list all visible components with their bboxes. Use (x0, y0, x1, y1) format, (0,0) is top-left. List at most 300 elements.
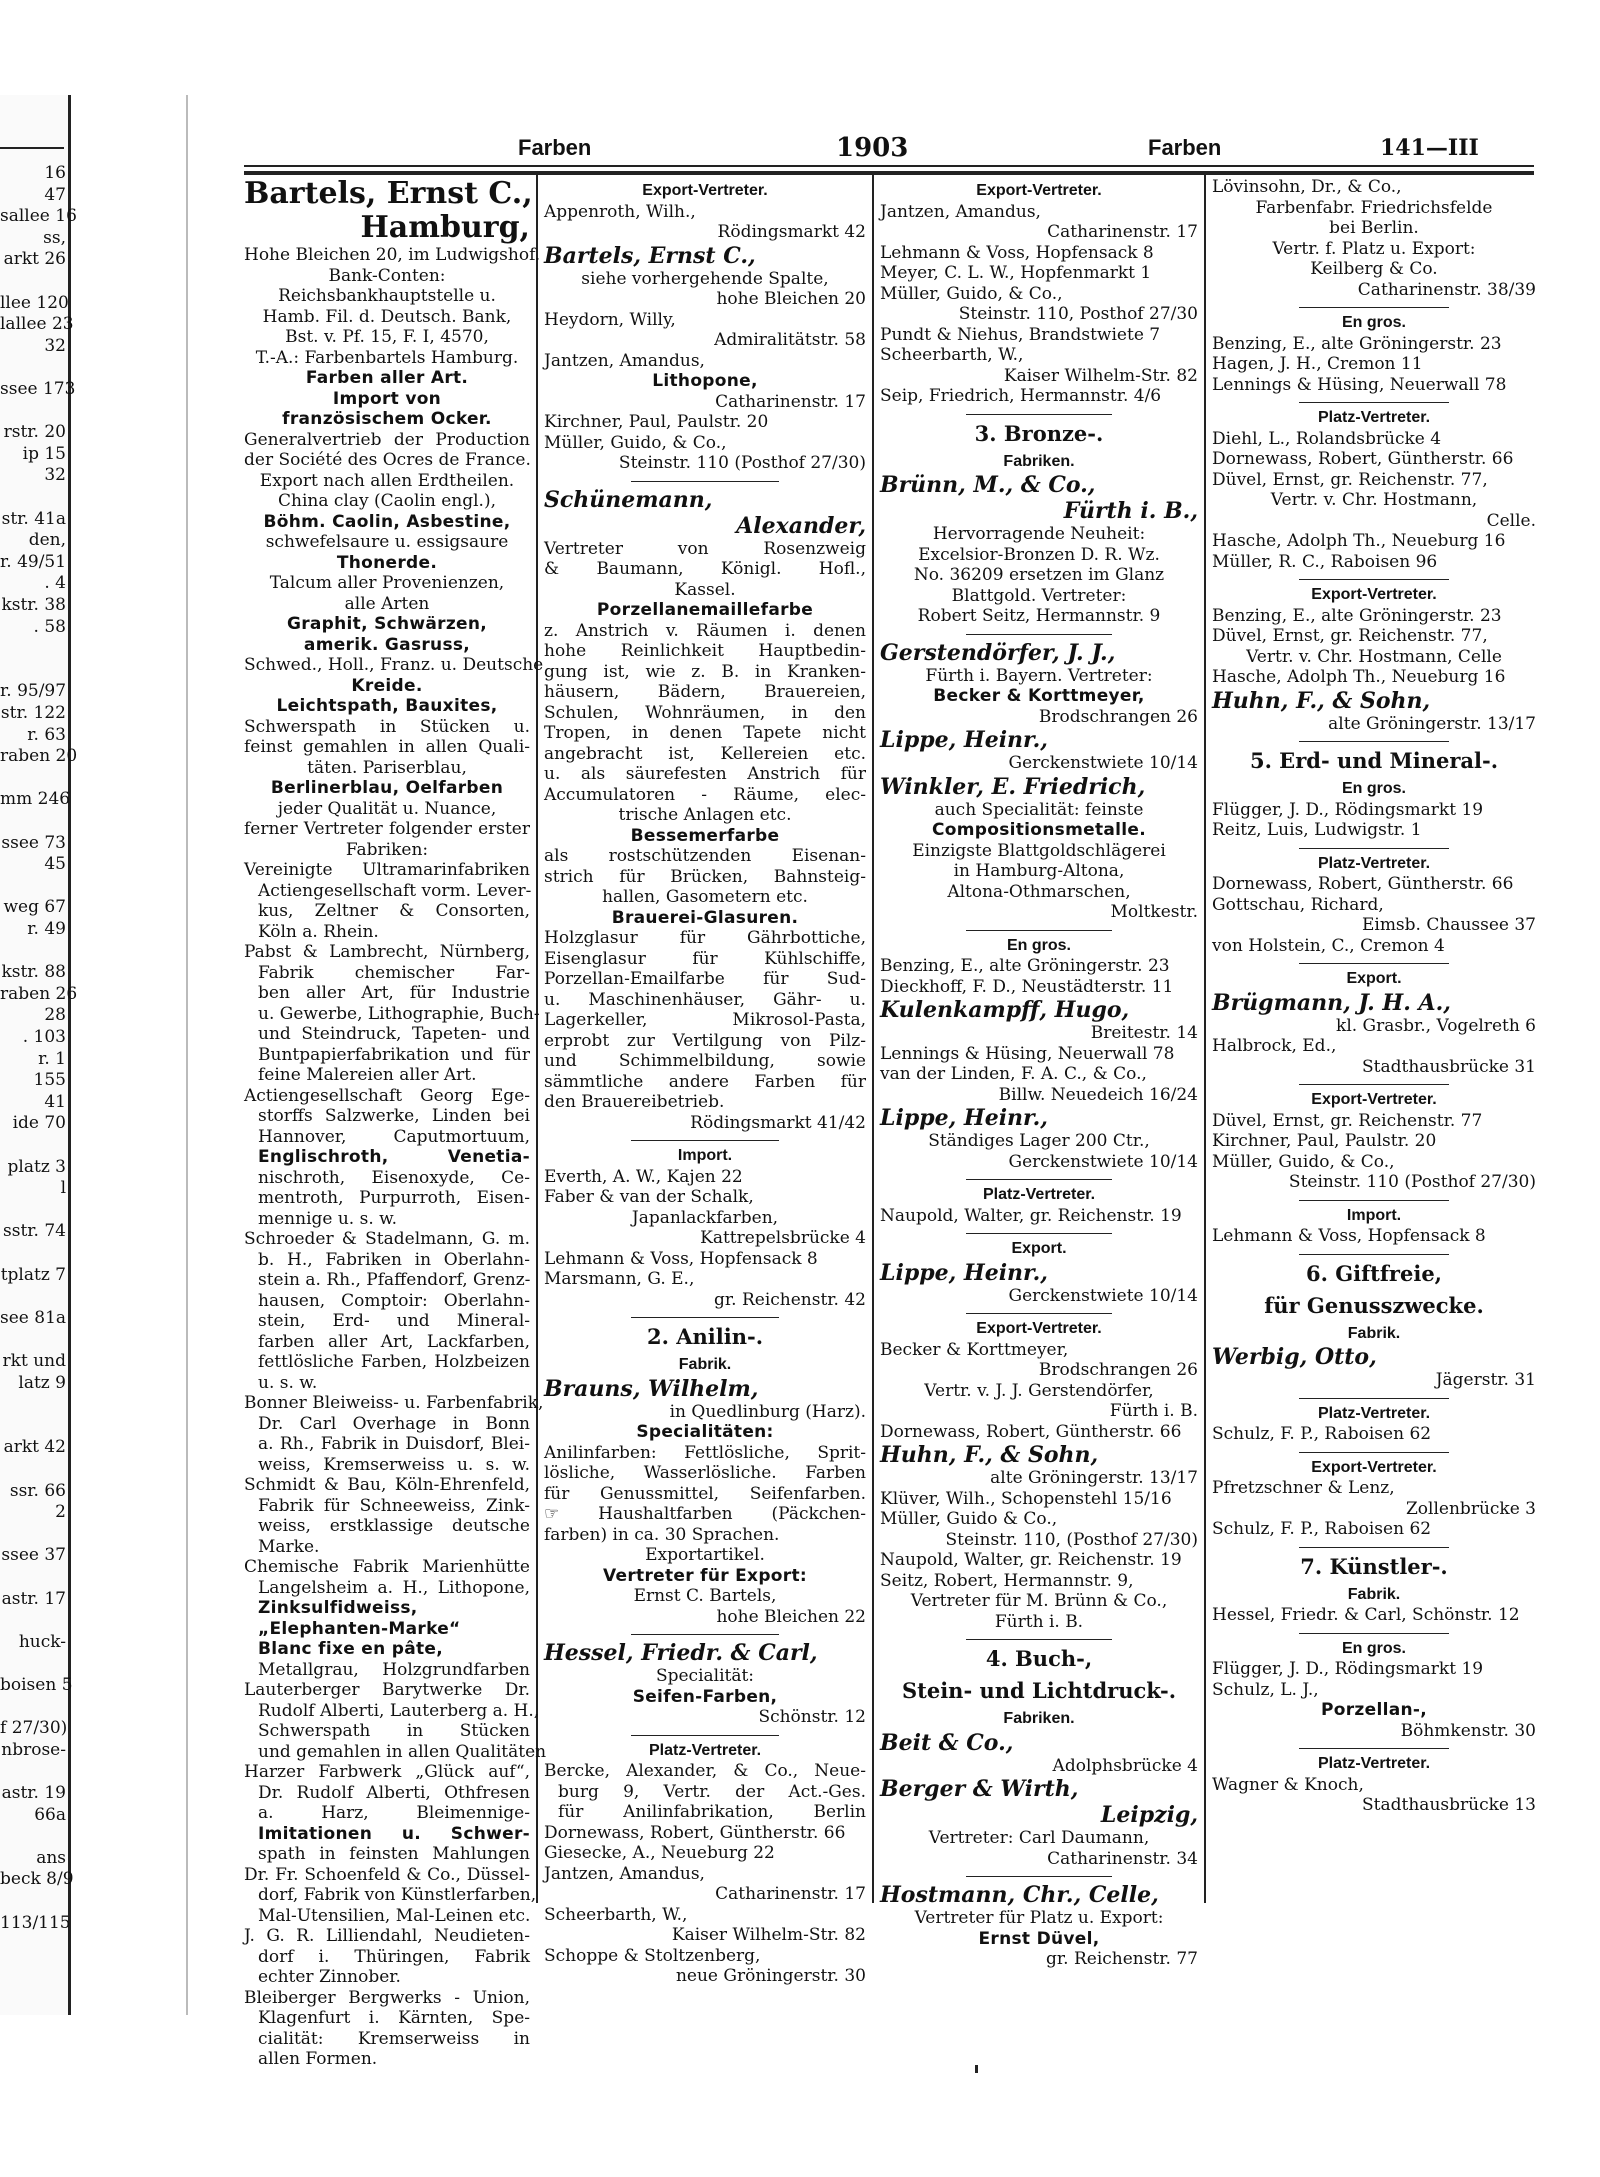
entry-line: Actiengesellschaft vorm. Lever- (258, 880, 532, 901)
previous-page-fragment: raben 26 (0, 983, 78, 1004)
entry-line: echter Zinnober. (258, 1967, 401, 1987)
entry-line: Düvel, Ernst, gr. Reichenstr. 77, (1212, 469, 1488, 490)
previous-page-fragment: sstr. 74 (3, 1221, 66, 1242)
entry-line: Düvel, Ernst, gr. Reichenstr. 77 (1212, 1110, 1483, 1131)
previous-page-fragment: 32 (44, 335, 66, 356)
entry-line: T.-A.: Farbenbartels Hamburg. (255, 347, 519, 368)
entry-line: Schwed., Holl., Franz. u. Deutsche (244, 655, 544, 675)
subsection-heading: En gros. (1341, 780, 1406, 797)
entry-line: Schroeder & Stadelmann, G. m. (244, 1229, 530, 1249)
previous-page-fragment: kstr. 38 (1, 595, 66, 615)
previous-page-fragment: . 4 (44, 573, 66, 594)
entry-line: Moltkestr. (1110, 902, 1198, 922)
previous-page-rule (0, 147, 64, 149)
firm-name: Brauns, Wilhelm, (544, 1375, 759, 1402)
entry-separator (631, 1317, 779, 1318)
subsection-heading: Export-Vertreter. (976, 182, 1102, 199)
section-heading: 2. Anilin-. (646, 1324, 764, 1349)
header-rule-thick (244, 171, 1534, 175)
entry-line: Pabst & Lambrecht, Nürnberg, (244, 942, 530, 962)
column-divider (872, 173, 874, 1903)
entry-line: Dornewass, Robert, Güntherstr. 66 (880, 1421, 1182, 1442)
entry-line: storffs Salzwerke, Linden bei (258, 1106, 530, 1126)
entry-line: Kirchner, Paul, Paulstr. 20 (544, 412, 769, 432)
entry-line: trische Anlagen etc. (618, 805, 792, 825)
entry-line: in Quedlinburg (Harz). (669, 1401, 866, 1422)
entry-line: Ernst Düvel, (978, 1928, 1100, 1949)
entry-separator (1299, 307, 1448, 308)
entry-separator (1299, 402, 1448, 403)
subsection-heading: Export-Vertreter. (642, 182, 768, 199)
entry-line: mennige u. s. w. (258, 1208, 398, 1229)
entry-separator (631, 1735, 779, 1736)
entry-line: Schwerspath in Stücken u. (244, 716, 530, 737)
entry-line: Berlinerblau, Oelfarben (270, 778, 504, 798)
entry-line: mentroth, Purpurroth, Eisen- (258, 1188, 530, 1208)
entry-line: häusern, Bädern, Brauereien, (544, 682, 866, 702)
entry-line: Kattrepelsbrücke 4 (700, 1228, 866, 1248)
entry-line: Brodschrangen 26 (1038, 706, 1198, 727)
entry-line: Everth, A. W., Kajen 22 (544, 1166, 743, 1187)
subsection-heading: Fabriken. (1003, 1710, 1075, 1727)
entry-line: bei Berlin. (1329, 218, 1419, 238)
entry-line: als rostschützenden Eisenan- (544, 846, 866, 866)
entry-line: Appenroth, Wilh., (544, 201, 696, 222)
entry-line: Scheerbarth, W., (544, 1904, 688, 1925)
entry-separator (966, 1233, 1112, 1234)
entry-separator (1299, 1254, 1448, 1255)
entry-separator (631, 481, 779, 482)
entry-line: Reitz, Luis, Ludwigstr. 1 (1212, 820, 1422, 840)
entry-line: hohe Bleichen 20 (716, 289, 866, 309)
entry-line: Heydorn, Willy, (544, 309, 676, 330)
entry-line: Fabrik für Schneeweiss, Zink- (258, 1495, 530, 1516)
previous-page-fragment: ide 70 (12, 1113, 66, 1134)
entry-line: u. Maschinenhäuser, Gähr- u. (544, 989, 866, 1010)
subsection-heading: Export. (1011, 1240, 1067, 1257)
entry-line: Imitationen u. Schwer- (258, 1823, 530, 1844)
entry-line: Vereinigte Ultramarinfabriken (244, 860, 530, 880)
entry-separator (1299, 579, 1448, 580)
entry-line: Hasche, Adolph Th., Neueburg 16 (1212, 531, 1506, 551)
entry-line: „Elephanten-Marke“ (258, 1618, 461, 1639)
section-heading: 7. Künstler-. (1300, 1553, 1448, 1579)
entry-line: Köln a. Rhein. (258, 921, 379, 942)
entry-line: Steinstr. 110 (Posthof 27/30) (618, 453, 866, 473)
section-heading: 3. Bronze-. (974, 420, 1104, 446)
entry-line: a. Rh., Fabrik in Duisdorf, Blei- (258, 1434, 530, 1454)
entry-line: Eisenglasur für Kühlschiffe, (544, 948, 866, 969)
previous-page-fragment: ans (36, 1847, 66, 1868)
entry-line: Wagner & Knoch, (1212, 1774, 1364, 1795)
entry-line: Vertreter: Carl Daumann, (928, 1828, 1150, 1848)
firm-name: Huhn, F., & Sohn, (880, 1442, 1099, 1468)
subsection-heading: En gros. (1341, 314, 1406, 331)
entry-line: Lennings & Hüsing, Neuerwall 78 (880, 1043, 1175, 1064)
section-heading: 4. Buch-, (985, 1646, 1093, 1671)
entry-line: hallen, Gasometern etc. (602, 887, 808, 907)
subsection-heading: Platz-Vertreter. (1317, 1404, 1431, 1422)
entry-separator (966, 414, 1112, 415)
entry-line: Fürth i. Bayern. Vertreter: (925, 665, 1153, 686)
entry-line: Klüver, Wilh., Schopenstehl 15/16 (880, 1488, 1172, 1509)
subsection-heading: Export-Vertreter. (1311, 1091, 1437, 1108)
entry-line: Jantzen, Amandus, (880, 201, 1041, 222)
entry-line: Naupold, Walter, gr. Reichenstr. 19 (880, 1550, 1182, 1570)
entry-line: und Steindruck, Tapeten- und (258, 1024, 530, 1044)
entry-line: Fürth i. B. (994, 1611, 1084, 1632)
entry-line: Faber & van der Schalk, (544, 1187, 754, 1207)
entry-line: kl. Grasbr., Vogelreth 6 (1336, 1015, 1536, 1036)
entry-line: Halbrock, Ed., (1212, 1036, 1337, 1056)
subsection-heading: En gros. (1341, 1639, 1406, 1657)
entry-line: dorf, Fabrik von Künstlerfarben, (258, 1885, 537, 1905)
section-heading: 5. Erd- und Mineral-. (1249, 748, 1499, 773)
entry-line: Rödingsmarkt 41/42 (690, 1112, 866, 1133)
entry-separator (966, 1876, 1112, 1877)
previous-page-fragment: l (60, 1178, 66, 1199)
entry-line: von Holstein, C., Cremon 4 (1212, 935, 1445, 956)
entry-line: Anilinfarben: Fettlösliche, Sprit- (544, 1442, 866, 1463)
entry-line: den Brauereibetrieb. (544, 1092, 725, 1112)
previous-page-fragment: 41 (44, 1091, 66, 1112)
previous-page-fragment: 2 (55, 1502, 66, 1523)
entry-line: Robert Seitz, Hermannstr. 9 (917, 606, 1161, 626)
entry-line: sämmtliche andere Farben für (544, 1071, 866, 1092)
entry-line: Bessemerfarbe (630, 825, 780, 846)
entry-line: Reichsbankhauptstelle u. (278, 286, 496, 306)
entry-separator (1299, 848, 1448, 849)
previous-page-fragment: boisen 5 (0, 1675, 73, 1695)
entry-line: No. 36209 ersetzen im Glanz (913, 565, 1165, 585)
entry-line: Giesecke, A., Neueburg 22 (544, 1843, 775, 1863)
firm-name: Bartels, Ernst C., (244, 176, 533, 211)
entry-line: Zollenbrücke 3 (1406, 1498, 1536, 1519)
entry-line: Vertr. v. Chr. Hostmann, (1270, 490, 1478, 510)
firm-name: Fürth i. B., (1063, 498, 1198, 524)
entry-separator (1299, 1547, 1448, 1548)
entry-line: Kirchner, Paul, Paulstr. 20 (1212, 1131, 1437, 1151)
firm-name: Alexander, (736, 512, 866, 539)
entry-line: spath in feinsten Mahlungen (258, 1844, 530, 1864)
entry-line: Porzellan-Emailfarbe für Sud- (544, 969, 866, 989)
entry-line: Naupold, Walter, gr. Reichenstr. 19 (880, 1205, 1182, 1226)
entry-line: b. H., Fabriken in Oberlahn- (258, 1249, 530, 1270)
entry-line: und gemahlen in allen Qualitäten (258, 1741, 547, 1762)
entry-line: farben aller Art, Lackfarben, (258, 1331, 530, 1352)
entry-line: Benzing, E., alte Gröningerstr. 23 (1212, 605, 1502, 626)
entry-separator (966, 1639, 1112, 1640)
entry-line: China clay (Caolin engl.), (278, 491, 496, 511)
previous-page-fragment: astr. 17 (1, 1588, 66, 1609)
entry-line: Blanc fixe en pâte, (258, 1639, 443, 1659)
previous-page-fragment: see 81a (0, 1307, 67, 1328)
previous-page-fragment: 66a (34, 1804, 66, 1825)
entry-line: Dornewass, Robert, Güntherstr. 66 (1212, 449, 1514, 469)
previous-page-fragment: kstr. 88 (1, 962, 66, 983)
entry-line: alte Gröningerstr. 13/17 (1328, 713, 1536, 734)
section-heading: Stein- und Lichtdruck-. (901, 1678, 1177, 1703)
previous-page-fragment: arkt 26 (3, 249, 66, 270)
entry-separator (1299, 1200, 1448, 1201)
entry-line: Hohe Bleichen 20, im Ludwigshof. (244, 245, 541, 265)
entry-line: Diehl, L., Rolandsbrücke 4 (1212, 428, 1442, 449)
entry-line: Lehmann & Voss, Hopfensack 8 (880, 242, 1154, 263)
entry-line: Vertr. f. Platz u. Export: (1272, 238, 1476, 259)
entry-line: Specialität: (655, 1666, 755, 1686)
entry-line: Böhmkenstr. 30 (1400, 1720, 1536, 1741)
entry-line: gr. Reichenstr. 42 (714, 1289, 866, 1310)
entry-line: Dornewass, Robert, Güntherstr. 66 (1212, 874, 1514, 894)
entry-line: Hamb. Fil. d. Deutsch. Bank, (262, 306, 512, 327)
subsection-heading: En gros. (1006, 936, 1071, 954)
entry-line: Excelsior-Bronzen D. R. Wz. (918, 544, 1160, 565)
entry-line: Blattgold. Vertreter: (951, 585, 1127, 606)
previous-page-fragment: r. 49 (27, 919, 66, 939)
firm-name: Bartels, Ernst C., (544, 242, 756, 269)
entry-line: Dr. Rudolf Alberti, Othfresen (258, 1782, 530, 1803)
previous-page-fragment: f 27/30) (0, 1718, 68, 1739)
entry-line: u. als säurefesten Anstrich für (544, 764, 866, 784)
entry-line: Jägerstr. 31 (1435, 1370, 1536, 1390)
previous-page-fragment: . 103 (22, 1027, 66, 1047)
subsection-heading: Platz-Vertreter. (648, 1741, 762, 1759)
subsection-heading: Import. (1346, 1206, 1402, 1224)
entry-line: & Baumann, Königl. Hofl., (544, 559, 866, 579)
previous-page-fragment: ssee 73 (1, 832, 66, 853)
entry-line: für Anilinfabrikation, Berlin (558, 1802, 866, 1822)
firm-name: Leipzig, (1100, 1802, 1198, 1828)
entry-line: Becker & Korttmeyer, (933, 686, 1145, 706)
entry-line: Gerckenstwiete 10/14 (1008, 1285, 1198, 1306)
entry-line: J. G. R. Lilliendahl, Neudieten- (244, 1926, 530, 1946)
entry-line: neue Gröningerstr. 30 (675, 1966, 866, 1986)
entry-line: Benzing, E., alte Gröningerstr. 23 (1212, 333, 1502, 354)
entry-line: Lauterberger Barytwerke Dr. (244, 1680, 530, 1700)
entry-line: Thonerde. (336, 552, 438, 573)
entry-line: Catharinenstr. 17 (1047, 222, 1198, 242)
entry-line: Catharinenstr. 17 (715, 1884, 866, 1904)
entry-line: Hannover, Caputmortuum, (258, 1126, 530, 1147)
entry-line: Steinstr. 110, (Posthof 27/30) (945, 1529, 1198, 1550)
firm-name: Brünn, M., & Co., (880, 472, 1096, 498)
entry-line: gung ist, wie z. B. in Kranken- (544, 661, 866, 682)
previous-page-fragment: ss, (43, 227, 66, 248)
entry-line: Vertreter von Rosenzweig (544, 538, 866, 559)
entry-line: Schwerspath in Stücken (258, 1721, 530, 1741)
entry-line: Altona-Othmarschen, (947, 881, 1131, 902)
entry-line: weiss, erstklassige deutsche (258, 1516, 530, 1536)
entry-line: Bleiberger Bergwerks - Union, (244, 1987, 530, 2008)
entry-line: Lagerkeller, Mikrosol-Pasta, (544, 1010, 866, 1030)
firm-name: Hamburg, (360, 210, 530, 245)
entry-line: fettlösliche Farben, Holzbeizen (258, 1352, 530, 1372)
previous-page-fragment: r. 63 (27, 724, 66, 745)
entry-line: französischem Ocker. (282, 409, 492, 429)
entry-line: Hagen, J. H., Cremon 11 (1212, 354, 1423, 374)
entry-line: Seip, Friedrich, Hermannstr. 4/6 (880, 386, 1162, 406)
previous-page-fragment: 155 (33, 1070, 66, 1091)
entry-separator (1299, 1398, 1448, 1399)
entry-line: Catharinenstr. 38/39 (1357, 279, 1536, 300)
entry-line: Holzglasur für Gährbottiche, (544, 928, 866, 948)
firm-name: Kulenkampff, Hugo, (880, 997, 1130, 1023)
entry-line: hausen, Comptoir: Oberlahn- (258, 1290, 530, 1311)
entry-line: Stadthausbrücke 31 (1362, 1056, 1536, 1077)
subsection-heading: Export-Vertreter. (976, 1320, 1102, 1337)
entry-line: Catharinenstr. 34 (1047, 1848, 1198, 1869)
entry-line: Seifen-Farben, (632, 1686, 778, 1707)
header-year: 1903 (836, 133, 909, 163)
firm-name: Hostmann, Chr., Celle, (880, 1882, 1159, 1908)
firm-name: Lippe, Heinr., (880, 1105, 1048, 1131)
firm-name: Berger & Wirth, (880, 1776, 1079, 1802)
previous-page-fragment: r. 49/51 (0, 551, 67, 572)
entry-line: Farben aller Art. (305, 368, 469, 388)
previous-page-fragment: platz 3 (7, 1156, 66, 1177)
subsection-heading: Platz-Vertreter. (1317, 409, 1431, 426)
entry-line: ben aller Art, für Industrie (258, 983, 530, 1003)
entry-line: z. Anstrich v. Räumen i. denen (544, 620, 866, 641)
entry-line: Marke. (258, 1536, 320, 1557)
entry-line: alle Arten (344, 593, 430, 614)
subsection-heading: Fabrik. (1347, 1585, 1401, 1603)
subsection-heading: Platz-Vertreter. (982, 1186, 1096, 1203)
entry-line: Talcum aller Provenienzen, (269, 573, 505, 593)
subsection-heading: Platz-Vertreter. (1317, 854, 1431, 872)
entry-separator (966, 1313, 1112, 1314)
entry-line: weiss, Kremserweiss u. s. w. (258, 1454, 530, 1475)
entry-separator (1299, 1633, 1448, 1634)
entry-line: Zinksulfidweiss, (258, 1598, 418, 1618)
entry-line: farben) in ca. 30 Sprachen. (544, 1524, 780, 1545)
firm-name: Huhn, F., & Sohn, (1212, 687, 1431, 714)
previous-page-fragment: beck 8/9 (0, 1869, 74, 1890)
entry-line: Vertr. v. J. J. Gerstendörfer, (924, 1380, 1154, 1401)
previous-page-fragment: 47 (44, 184, 66, 205)
entry-line: Schönstr. 12 (758, 1707, 866, 1727)
subsection-heading: Export. (1346, 970, 1402, 987)
entry-line: amerik. Gasruss, (303, 634, 471, 655)
previous-page-fragment: rstr. 20 (3, 422, 66, 443)
entry-line: Steinstr. 110 (Posthof 27/30) (1288, 1172, 1536, 1192)
entry-line: für Genussmittel, Seifenfarben. (544, 1483, 866, 1504)
entry-line: Dornewass, Robert, Güntherstr. 66 (544, 1822, 846, 1843)
entry-line: Compositionsmetalle. (931, 820, 1146, 840)
entry-line: Fürth i. B. (1109, 1401, 1198, 1421)
entry-line: Steinstr. 110, Posthof 27/30 (958, 304, 1198, 324)
previous-page-fragment: raben 20 (0, 746, 78, 767)
entry-line: Brodschrangen 26 (1038, 1360, 1198, 1380)
entry-line: Müller, R. C., Raboisen 96 (1212, 551, 1438, 572)
entry-separator (966, 1179, 1112, 1180)
entry-line: Schulz, L. J., (1212, 1679, 1319, 1700)
entry-line: Pfretzschner & Lenz, (1212, 1478, 1395, 1498)
entry-line: Lennings & Hüsing, Neuerwall 78 (1212, 374, 1507, 395)
firm-name: Lippe, Heinr., (880, 727, 1048, 753)
entry-line: auch Specialität: feinste (934, 799, 1144, 820)
entry-line: feine Malereien aller Art. (258, 1065, 477, 1085)
entry-line: lösliche, Wasserlösliche. Farben (544, 1463, 866, 1483)
entry-line: Rödingsmarkt 42 (717, 222, 866, 242)
entry-line: Kassel. (674, 579, 736, 600)
entry-line: Accumulatoren - Räume, elec- (544, 784, 866, 805)
entry-line: Adolphsbrücke 4 (1052, 1755, 1198, 1776)
entry-line: Japanlackfarben, (631, 1207, 779, 1228)
firm-name: Brügmann, J. H. A., (1212, 989, 1451, 1016)
entry-line: Actiengesellschaft Georg Ege- (244, 1085, 530, 1106)
entry-line: nischroth, Eisenoxyde, Ce- (258, 1167, 530, 1188)
entry-line: und Schimmelbildung, sowie (544, 1051, 866, 1071)
previous-page-fragment: huck- (18, 1631, 66, 1652)
entry-separator (631, 1634, 779, 1635)
entry-line: Marsmann, G. E., (544, 1269, 695, 1289)
entry-line: Englischroth, Venetia- (258, 1147, 530, 1167)
entry-separator (966, 634, 1112, 635)
entry-line: Vertreter für Export: (603, 1565, 807, 1586)
entry-line: Specialitäten: (636, 1422, 774, 1442)
previous-page-fragment: ssee 37 (1, 1545, 66, 1566)
previous-page-fragment: sallee 16 (0, 206, 77, 227)
entry-line: Bonner Bleiweiss- u. Farbenfabrik, (244, 1393, 544, 1413)
entry-line: Jantzen, Amandus, (544, 1863, 705, 1884)
entry-line: alte Gröningerstr. 13/17 (990, 1468, 1198, 1488)
column-4 (1212, 177, 1536, 1897)
header-section-left: Farben (518, 135, 592, 160)
previous-page-fragment: str. 41a (1, 508, 66, 529)
subsection-heading: Import. (677, 1147, 733, 1164)
entry-line: Dr. Fr. Schoenfeld & Co., Düssel- (244, 1864, 530, 1885)
previous-page-fragment: 32 (44, 465, 66, 486)
entry-line: Eimsb. Chaussee 37 (1361, 915, 1536, 935)
entry-line: Mal-Utensilien, Mal-Leinen etc. (258, 1905, 531, 1926)
entry-line: Hessel, Friedr. & Carl, Schönstr. 12 (1212, 1605, 1520, 1625)
previous-page-fragment: tplatz 7 (0, 1264, 66, 1285)
entry-line: Fabrik chemischer Far- (258, 962, 530, 983)
previous-page-fragment: 16 (44, 163, 66, 183)
entry-line: stein a. Rh., Pfaffendorf, Grenz- (258, 1270, 531, 1290)
entry-line: stein, Erd- und Mineral- (258, 1311, 530, 1331)
entry-line: Gerckenstwiete 10/14 (1008, 1151, 1198, 1172)
previous-page-fragment: den, (28, 530, 66, 551)
previous-page-fragment: 28 (44, 1005, 66, 1026)
entry-line: Müller, Guido, & Co., (880, 283, 1063, 304)
entry-line: Porzellan-, (1321, 1700, 1427, 1720)
section-heading: für Genusszwecke. (1264, 1292, 1484, 1318)
firm-name: Gerstendörfer, J. J., (880, 639, 1116, 666)
entry-line: strich für Brücken, Bahnsteig- (544, 866, 866, 887)
previous-page-fragment: rkt und (2, 1351, 66, 1371)
entry-line: allen Formen. (258, 2049, 378, 2069)
entry-line: Bercke, Alexander, & Co., Neue- (544, 1761, 866, 1781)
subsection-heading: Platz-Vertreter. (1317, 1755, 1431, 1772)
entry-line: Lehmann & Voss, Hopfensack 8 (544, 1248, 818, 1269)
entry-line: Celle. (1486, 510, 1536, 531)
entry-line: Jantzen, Amandus, (544, 350, 705, 371)
entry-line: Leichtspath, Bauxites, (276, 696, 498, 716)
entry-line: u. s. w. (258, 1372, 318, 1393)
entry-line: Bank-Conten: (328, 265, 446, 286)
entry-line: Tropen, in denen Tapete nicht (544, 723, 866, 743)
entry-line: erprobt zur Vertilgung von Pilz- (544, 1030, 866, 1051)
entry-line: Düvel, Ernst, gr. Reichenstr. 77, (1212, 626, 1488, 646)
entry-line: Metallgrau, Holzgrundfarben (258, 1659, 530, 1680)
section-heading: 6. Giftfreie, (1306, 1260, 1442, 1286)
entry-line: Farbenfabr. Friedrichsfelde (1255, 197, 1493, 218)
entry-line: Dr. Carl Overhage in Bonn (258, 1413, 530, 1434)
entry-line: Müller, Guido, & Co., (1212, 1151, 1395, 1172)
page-number: 141—III (1380, 135, 1479, 161)
